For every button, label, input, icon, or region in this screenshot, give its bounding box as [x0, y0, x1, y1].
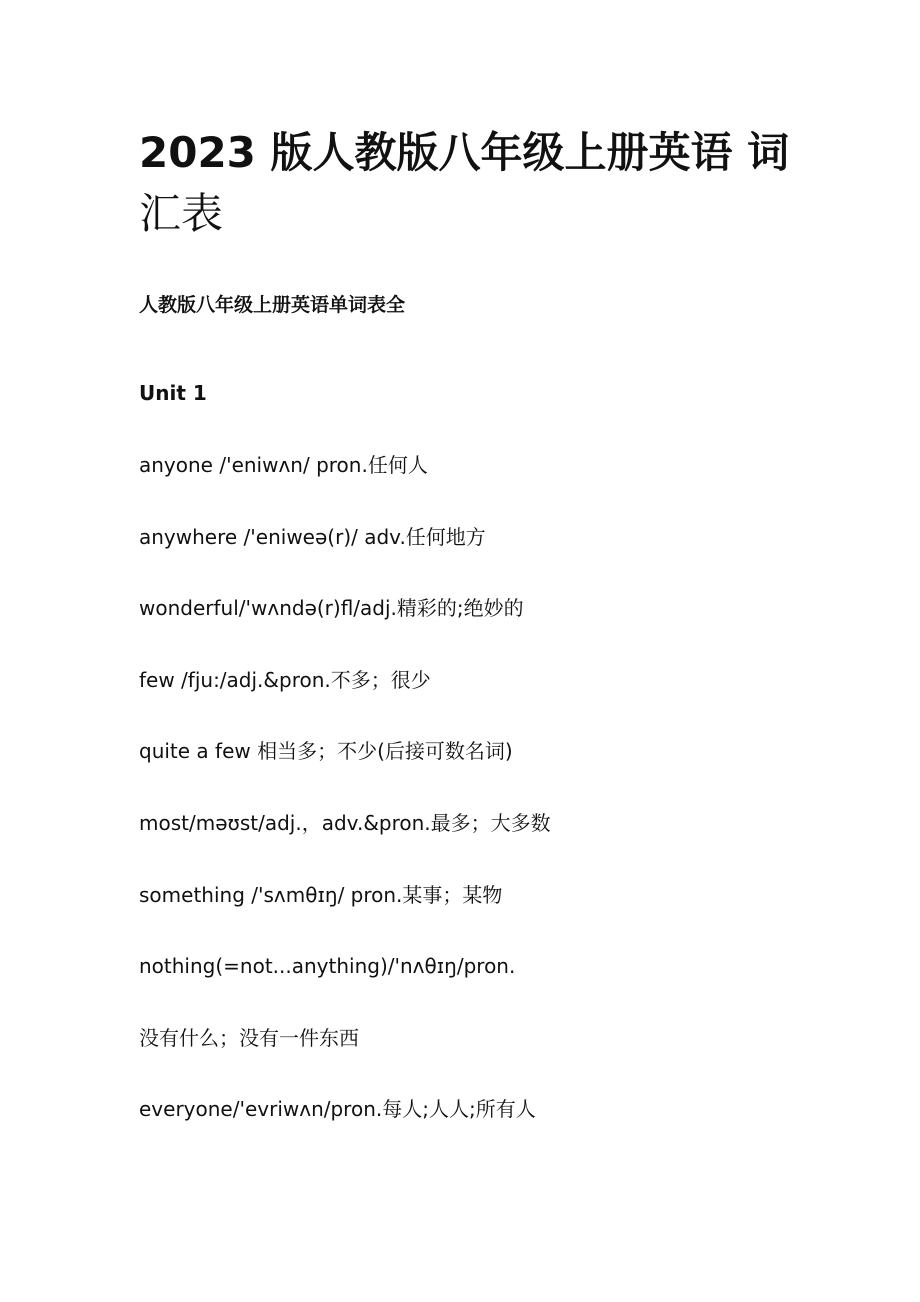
unit-heading: Unit 1 [139, 381, 207, 405]
vocabulary-entry: quite a few 相当多；不少(后接可数名词) [139, 739, 513, 764]
vocabulary-entry: anywhere /'eniweə(r)/ adv.任何地方 [139, 524, 486, 549]
vocabulary-list [139, 450, 551, 1166]
vocabulary-entry: something /'sʌmθɪŋ/ pron.某事；某物 [139, 882, 503, 907]
vocabulary-entry: wonderful/'wʌndə(r)fl/adj.精彩的;绝妙的 [139, 596, 524, 621]
vocabulary-entry: 没有什么；没有一件东西 [139, 1025, 359, 1050]
vocabulary-entry: anyone /'eniwʌn/ pron.任何人 [139, 453, 428, 477]
document-title-line-1: 2023 版人教版八年级上册英语 词 [139, 128, 790, 177]
document-title [139, 122, 799, 244]
vocabulary-entry: everyone/'evriwʌn/pron.每人;人人;所有人 [139, 1097, 536, 1122]
vocabulary-entry: nothing(=not...anything)/'nʌθɪŋ/pron. [139, 954, 516, 979]
document-subtitle: 人教版八年级上册英语单词表全 [139, 294, 406, 316]
vocabulary-entry: most/məʊst/adj.，adv.&pron.最多；大多数 [139, 810, 551, 835]
vocabulary-entry: few /fju:/adj.&pron.不多；很少 [139, 667, 431, 692]
document-title-line-2: 汇表 [139, 189, 224, 238]
